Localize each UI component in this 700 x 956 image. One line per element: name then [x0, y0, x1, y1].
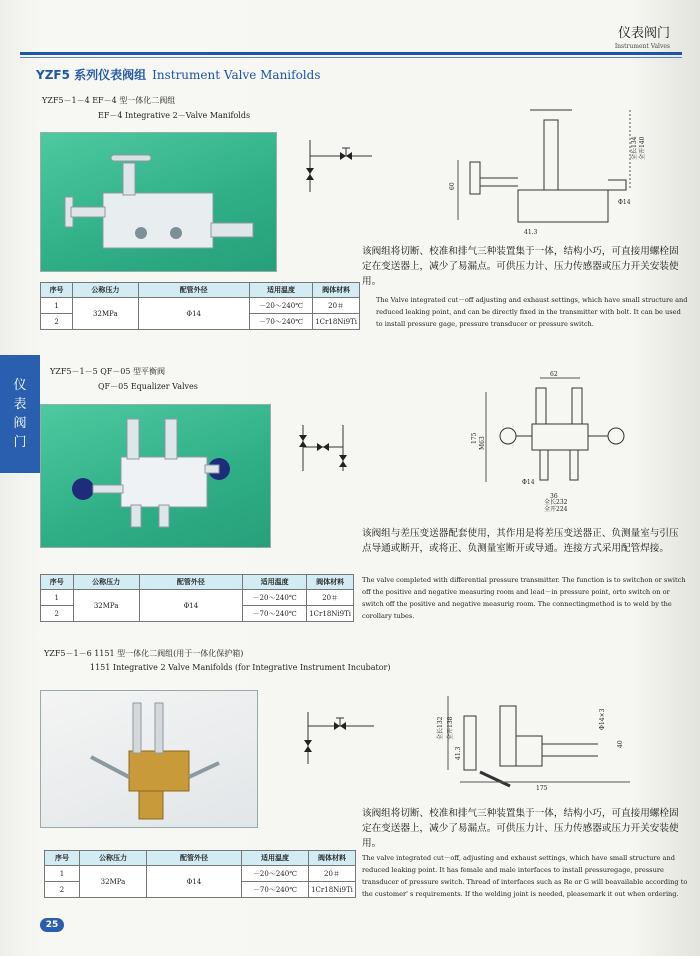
valve-illustration-1 [41, 133, 276, 271]
section-1-title-en: EF－4 Integrative 2－Valve Manifolds [98, 111, 251, 120]
section-2-description-en: The valve completed with differential pressure transmitter. The function is to switchon or switch off the positive and negative measuring room and lead－in pressure point, orto switch on or switch off the positive and negative measurig room. The connectingmethod is to weld by the corollary tubes. [362, 576, 686, 620]
table-header-cell: 公称压力 [73, 575, 139, 590]
table-cell: 1Cr18Ni9Ti [313, 314, 360, 330]
section-2-title-en: QF－05 Equalizer Valves [98, 382, 198, 391]
table-cell: －70～240℃ [243, 606, 307, 622]
table-header-cell: 阀体材料 [307, 575, 354, 590]
dim-label: Φ14 [618, 199, 631, 206]
section-3-title-en: 1151 Integrative 2 Valve Manifolds (for Integrative Instrument Incubator) [90, 663, 391, 672]
table-header-cell: 配管外径 [139, 575, 242, 590]
section-3-spec-table [44, 850, 356, 898]
table-cell: 32MPa [80, 866, 147, 898]
series-title [36, 66, 321, 83]
table-header-cell: 阀体材料 [309, 851, 356, 866]
table-cell: 1Cr18Ni9Ti [307, 606, 354, 622]
section-1-drawing [450, 100, 650, 240]
dim-label: 全长232 [544, 499, 568, 506]
section-3-schematic [298, 712, 378, 772]
section-3-title-cn: YZF5－1－6 1151 型一体化二阀组(用于一体化保护箱) [44, 649, 244, 658]
table-cell: 1 [41, 298, 73, 314]
table-header-cell: 序号 [41, 575, 74, 590]
side-tab-char: 表 [13, 397, 27, 412]
table-header-cell: 配管外径 [138, 283, 249, 298]
dim-label: 41.3 [524, 229, 538, 236]
page-number: 25 [40, 918, 64, 932]
table-cell: －20～240℃ [243, 590, 307, 606]
page-header [615, 22, 670, 50]
section-3-drawing [437, 686, 645, 794]
table-cell: 32MPa [73, 590, 139, 622]
section-2-schematic [295, 425, 365, 475]
section-2-drawing [470, 372, 655, 512]
dim-label: 36 [550, 493, 558, 500]
header-rule-thin [20, 57, 682, 58]
section-1-spec-table [40, 282, 360, 330]
table-header-cell: 适用温度 [249, 283, 312, 298]
table-cell: Φ14 [147, 866, 242, 898]
section-2-spec-table [40, 574, 354, 622]
table-header-cell: 适用温度 [242, 851, 309, 866]
dim-label: 60 [449, 182, 456, 190]
dim-label: 40 [617, 740, 624, 748]
table-header-row [45, 851, 356, 866]
section-1-description-en: The Valve integrated cut－off adjusting and exhaust settings, which have small structure and reduced leaking point, and can be directly fixed in the transmitter with bolt. It can be used to install pressure gage, pressure transducer or pressure switch. [376, 296, 688, 328]
table-header-cell: 序号 [41, 283, 73, 298]
table-header-cell: 配管外径 [147, 851, 242, 866]
dim-label: 全长134 [631, 136, 638, 160]
table-header-cell: 阀体材料 [313, 283, 360, 298]
table-header-cell: 适用温度 [243, 575, 307, 590]
table-cell: －20～240℃ [242, 866, 309, 882]
table-row [45, 866, 356, 882]
table-cell: －70～240℃ [249, 314, 312, 330]
section-3-product-photo [40, 690, 258, 828]
table-cell: 1 [41, 590, 74, 606]
series-title-en: Instrument Valve Manifolds [152, 68, 321, 82]
side-tab-char: 门 [13, 435, 27, 450]
table-header-cell: 序号 [45, 851, 80, 866]
section-2-product-photo [40, 404, 271, 548]
dim-label: M63 [479, 436, 486, 450]
header-title-en: Instrument Valves [614, 43, 670, 50]
table-cell: 20＃ [309, 866, 356, 882]
table-cell: 20＃ [313, 298, 360, 314]
section-2-title-cn: YZF5－1－5 QF－05 型平衡阀 [50, 367, 166, 376]
section-1-schematic [300, 140, 380, 200]
table-header-cell: 公称压力 [80, 851, 147, 866]
table-cell: －70～240℃ [242, 882, 309, 898]
dim-label: 全开224 [544, 506, 568, 513]
valve-illustration-2 [41, 405, 270, 547]
dim-label: 全长132 [437, 716, 444, 740]
table-cell: 1 [45, 866, 80, 882]
table-cell: 32MPa [73, 298, 138, 330]
section-3-description-cn: 该阀组将切断、校准和排气三种装置集于一体，结构小巧，可直接用螺栓固定在变送器上，减少了易漏点。可供压力计、压力传感器或压力开关安装使用。 [362, 808, 679, 849]
table-cell: －20～240℃ [249, 298, 312, 314]
dim-label: 全开138 [447, 716, 454, 740]
table-cell: 20＃ [307, 590, 354, 606]
dim-label: Φ14×3 [599, 708, 606, 730]
dim-label: 175 [471, 432, 478, 444]
table-header-row [41, 575, 354, 590]
table-cell: Φ14 [138, 298, 249, 330]
valve-illustration-3 [41, 691, 257, 827]
section-3-description-en: The valve integrated cut－off, adjusting and exhaust settings, which have small structure and reduced leaking point. It has female and male interfaces to install pressuregage, pressure transducer of pressure switch. Thread of interfaces such as Re or G will beavailable according to the customer' s requirements. If the welding joint is needed, pleasemark it out when ordering. [362, 854, 688, 898]
side-tab-char: 仪 [13, 378, 27, 393]
dim-label: 全开140 [639, 136, 646, 160]
dim-label: 41.3 [455, 746, 462, 760]
table-cell: 2 [41, 314, 73, 330]
section-1-product-photo [40, 132, 277, 272]
table-cell: Φ14 [139, 590, 242, 622]
section-1-description-cn: 该阀组将切断、校准和排气三种装置集于一体，结构小巧，可直接用螺栓固定在变送器上，减少了易漏点。可供压力计、压力传感器或压力开关安装使用。 [362, 246, 679, 287]
series-title-cn: YZF5 系列仪表阀组 [36, 68, 147, 82]
table-cell: 1Cr18Ni9Ti [309, 882, 356, 898]
table-row [41, 298, 360, 314]
table-header-row [41, 283, 360, 298]
side-tab-char: 阀 [13, 416, 27, 431]
table-cell: 2 [45, 882, 80, 898]
table-header-cell: 公称压力 [73, 283, 138, 298]
dim-label: 62 [550, 371, 558, 378]
side-tab [0, 355, 40, 473]
header-title-cn: 仪表阀门 [617, 26, 670, 41]
dim-label: 175 [536, 785, 548, 792]
table-row [41, 590, 354, 606]
section-2-description-cn: 该阀组与差压变送器配套使用，其作用是将差压变送器正、负测量室与引压点导通或断开，或将正、负测量室断开或导通。连接方式采用配管焊接。 [362, 528, 679, 554]
section-1-title-cn: YZF5－1－4 EF－4 型一体化二阀组 [42, 96, 176, 105]
dim-label: Φ14 [522, 479, 535, 486]
table-cell: 2 [41, 606, 74, 622]
header-rule [20, 52, 682, 55]
